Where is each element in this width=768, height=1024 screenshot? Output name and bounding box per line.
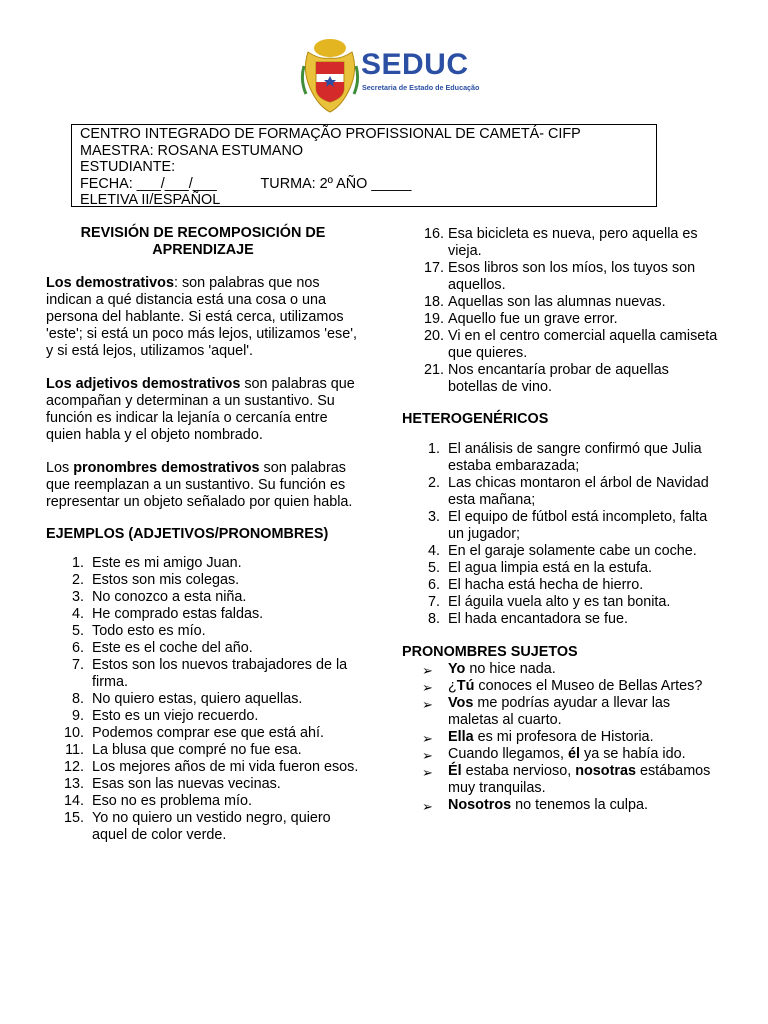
teacher-line: MAESTRA: ROSANA ESTUMANO: [80, 142, 304, 159]
item-text: Aquellas son las alumnas nuevas.: [448, 294, 666, 310]
item-number: 4.: [71, 606, 84, 622]
list-item: [46, 606, 360, 623]
lead-text: Los: [46, 460, 74, 476]
item-text: El águila vuela alto y es tan bonita.: [448, 594, 671, 610]
adjetivos-paragraph: [46, 376, 360, 444]
pronoun: Vos: [448, 695, 474, 711]
term-adjetivos: Los adjetivos demostrativos: [46, 376, 241, 392]
item-number: 1.: [427, 441, 440, 457]
list-item: [402, 577, 720, 594]
definition-text: son palabras que reemplazan a un sustantivo. Su función es representar un objeto señalado por quien habla.: [46, 460, 353, 510]
item-text: me podrías ayudar a llevar las maletas al cuarto.: [448, 695, 671, 728]
item-number: 12.: [63, 759, 84, 775]
page-title: [46, 225, 360, 259]
school-name: CENTRO INTEGRADO DE FORMAÇÃO PROFISSIONAL DE CAMETÁ- CIFP: [80, 126, 581, 142]
list-item: [402, 729, 720, 746]
list-item: [402, 611, 720, 628]
seduc-wordmark: SEDUC: [361, 48, 469, 81]
item-text: Este es el coche del año.: [92, 640, 253, 656]
list-item: [402, 661, 720, 678]
pronoun: Él: [448, 763, 462, 779]
student-line: ESTUDIANTE:: [80, 159, 176, 175]
seduc-subtitle: Secretaria de Estado de Educação: [362, 83, 480, 92]
seduc-logo: [300, 36, 480, 114]
item-number: 2.: [427, 475, 440, 491]
term-demostrativos: Los demostrativos: [46, 275, 174, 291]
list-item: [46, 810, 360, 844]
item-text: conoces el Museo de Bellas Artes?: [474, 678, 703, 694]
demostrativos-paragraph: [46, 275, 360, 360]
item-text: no hice nada.: [465, 661, 556, 677]
list-item: [46, 555, 360, 572]
coat-of-arms-icon: [300, 36, 360, 114]
item-text: Vi en el centro comercial aquella camiseta que quieres.: [448, 328, 718, 361]
item-number: 7.: [71, 657, 84, 673]
item-number: 5.: [427, 560, 440, 576]
item-text: El análisis de sangre confirmó que Julia estaba embarazada;: [448, 441, 702, 474]
item-number: 4.: [427, 543, 440, 559]
item-number: 16.: [423, 226, 444, 242]
arrow-right-icon: ➢: [422, 748, 433, 763]
pronoun: Ella: [448, 729, 474, 745]
list-item: [46, 742, 360, 759]
pronombres-sujetos-list: [402, 661, 720, 814]
item-text: Este es mi amigo Juan.: [92, 555, 242, 571]
list-item: [46, 640, 360, 657]
item-text: Podemos comprar ese que está ahí.: [92, 725, 324, 741]
list-item: [46, 725, 360, 742]
list-item: [402, 695, 720, 729]
arrow-right-icon: ➢: [422, 765, 433, 780]
item-text: En el garaje solamente cabe un coche.: [448, 543, 697, 559]
header-box: [71, 124, 657, 207]
item-number: 10.: [63, 725, 84, 741]
item-text: He comprado estas faldas.: [92, 606, 264, 622]
item-number: 7.: [427, 594, 440, 610]
list-item: [402, 763, 720, 797]
list-item: [46, 623, 360, 640]
arrow-right-icon: ➢: [422, 799, 433, 814]
list-item: [402, 328, 720, 362]
examples-list: [46, 555, 360, 844]
list-item: [402, 560, 720, 577]
list-item: [402, 797, 720, 814]
list-item: [402, 475, 720, 509]
list-item: [402, 311, 720, 328]
list-item: [402, 746, 720, 763]
heterogenericos-heading: HETEROGENÉRICOS: [402, 411, 549, 427]
item-text: El agua limpia está en la estufa.: [448, 560, 652, 576]
item-text: No conozco a esta niña.: [92, 589, 247, 605]
item-text: Esa bicicleta es nueva, pero aquella es vieja.: [448, 226, 698, 259]
list-item: [46, 776, 360, 793]
item-text: No quiero estas, quiero aquellas.: [92, 691, 303, 707]
title-line-1: REVISIÓN DE RECOMPOSICIÓN DE: [80, 225, 326, 241]
date-class-line: FECHA: ___/___/___ TURMA: 2º AÑO _____: [80, 175, 412, 192]
item-number: 6.: [71, 640, 84, 656]
term-pronombres: pronombres demostrativos: [73, 460, 260, 476]
item-number: 20.: [423, 328, 444, 344]
item-text: Esto es un viejo recuerdo.: [92, 708, 259, 724]
list-item: [46, 793, 360, 810]
arrow-right-icon: ➢: [422, 731, 433, 746]
examples-heading: EJEMPLOS (ADJETIVOS/PRONOMBRES): [46, 526, 329, 542]
pronoun: Tú: [456, 678, 475, 694]
pronoun: él: [568, 746, 581, 762]
item-text: Esas son las nuevas vecinas.: [92, 776, 281, 792]
item-text: El hacha está hecha de hierro.: [448, 577, 644, 593]
item-text: Los mejores años de mi vida fueron esos.: [92, 759, 359, 775]
item-text: Todo esto es mío.: [92, 623, 206, 639]
list-item: [46, 759, 360, 776]
item-text: ¿: [448, 678, 457, 694]
item-text: Las chicas montaron el árbol de Navidad esta mañana;: [448, 475, 709, 508]
arrow-right-icon: ➢: [422, 663, 433, 678]
right-column: [402, 226, 720, 814]
item-text: Nos encantaría probar de aquellas botellas de vino.: [448, 362, 669, 395]
item-number: 17.: [423, 260, 444, 276]
pronoun: nosotras: [575, 763, 636, 779]
item-text: es mi profesora de Historia.: [473, 729, 654, 745]
item-number: 14.: [63, 793, 84, 809]
heterogenericos-list: [402, 441, 720, 628]
item-text: Esos libros son los míos, los tuyos son aquellos.: [448, 260, 696, 293]
item-number: 6.: [427, 577, 440, 593]
list-item: [402, 362, 720, 396]
item-text: Estos son mis colegas.: [92, 572, 240, 588]
item-number: 11.: [65, 742, 84, 758]
left-column: [46, 225, 360, 844]
item-text: no tenemos la culpa.: [511, 797, 648, 813]
item-number: 8.: [71, 691, 84, 707]
list-item: [402, 226, 720, 260]
list-item: [46, 572, 360, 589]
list-item: [402, 441, 720, 475]
pronoun: Nosotros: [448, 797, 512, 813]
examples-list-continued: [402, 226, 720, 396]
item-number: 3.: [427, 509, 440, 525]
list-item: [46, 657, 360, 691]
pronoun: Yo: [448, 661, 466, 677]
list-item: [402, 594, 720, 611]
item-number: 13.: [63, 776, 84, 792]
item-text: La blusa que compré no fue esa.: [92, 742, 302, 758]
item-number: 15.: [63, 810, 84, 826]
item-text: Yo no quiero un vestido negro, quiero aquel de color verde.: [92, 810, 331, 843]
list-item: [402, 260, 720, 294]
item-text: Eso no es problema mío.: [92, 793, 252, 809]
list-item: [402, 509, 720, 543]
item-number: 21.: [423, 362, 444, 378]
item-number: 8.: [427, 611, 440, 627]
item-text: El equipo de fútbol está incompleto, falta un jugador;: [448, 509, 708, 542]
arrow-right-icon: ➢: [422, 697, 433, 712]
list-item: [402, 294, 720, 311]
item-text: Cuando llegamos,: [448, 746, 568, 762]
pronombres-paragraph: [46, 460, 360, 511]
item-number: 18.: [423, 294, 444, 310]
item-number: 9.: [71, 708, 84, 724]
item-text: Aquello fue un grave error.: [448, 311, 618, 327]
list-item: [46, 691, 360, 708]
item-number: 19.: [423, 311, 444, 327]
item-text: El hada encantadora se fue.: [448, 611, 629, 627]
title-line-2: APRENDIZAJE: [152, 242, 254, 258]
item-number: 5.: [71, 623, 84, 639]
list-item: [402, 678, 720, 695]
list-item: [46, 708, 360, 725]
list-item: [46, 589, 360, 606]
pronombres-sujetos-heading: PRONOMBRES SUJETOS: [402, 644, 578, 660]
item-number: 1.: [71, 555, 84, 571]
definition-text: : son palabras que nos indican a qué distancia está una cosa o una persona del hablante. Si está cerca, utilizamos 'este'; si está un poco más lejos, utilizamos 'ese', y si está lejos, utilizamos 'aquel'.: [46, 275, 357, 359]
item-text: estaba nervioso,: [461, 763, 576, 779]
definition-text: son palabras que acompañan y determinan a un sustantivo. Su función es indicar la lejanía o cercanía entre quien habla y el objeto nombrado.: [46, 376, 355, 443]
item-number: 2.: [71, 572, 84, 588]
subject-line: ELETIVA II/ESPAÑOL: [80, 192, 221, 208]
item-text: Estos son los nuevos trabajadores de la firma.: [92, 657, 348, 690]
list-item: [402, 543, 720, 560]
item-text: ya se había ido.: [580, 746, 686, 762]
item-text: estábamos muy tranquilas.: [448, 763, 711, 796]
item-number: 3.: [71, 589, 84, 605]
arrow-right-icon: ➢: [422, 680, 433, 695]
